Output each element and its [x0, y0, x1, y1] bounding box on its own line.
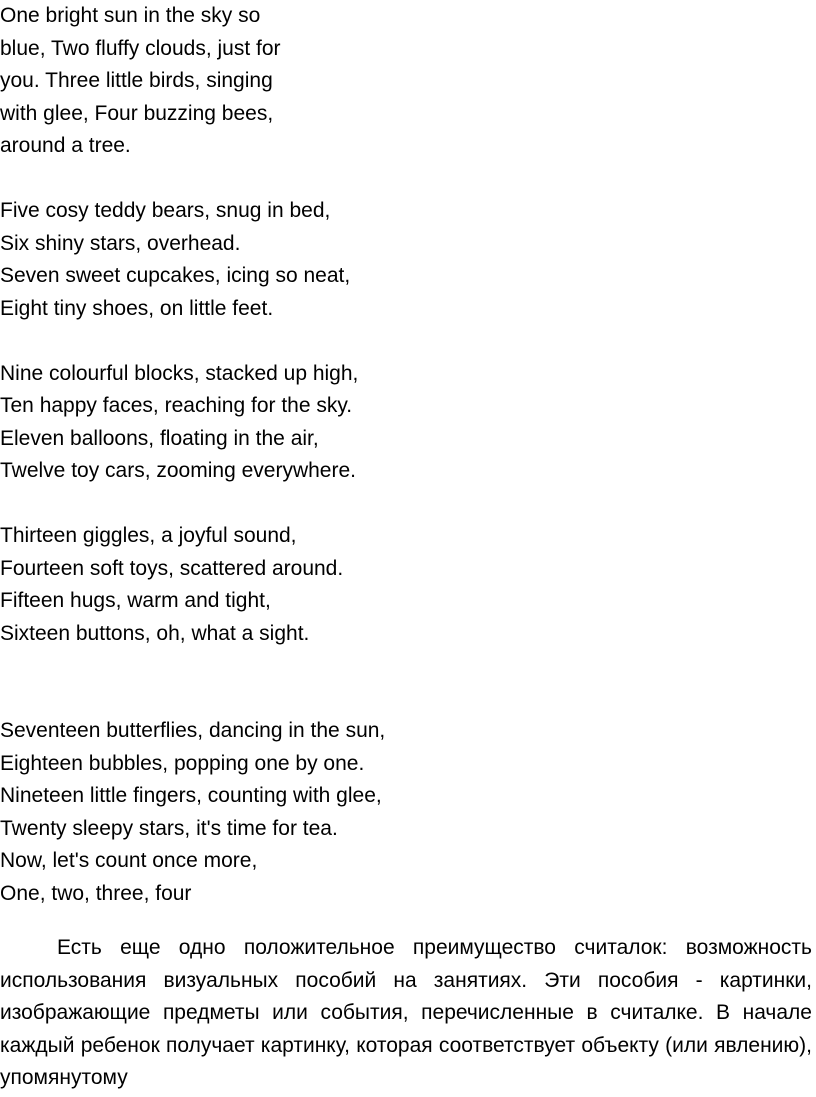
poem-line: Seven sweet cupcakes, icing so neat, — [0, 264, 351, 287]
body-paragraph: Есть еще одно положительное преимущество считалок: возможность использования визуальных пособий на занятиях. Эти пособия - картинки, изображающие предметы или события, перечисленные в считалке. В начале каждый ребенок получает картинку, которая соответствует объекту (или явлению), упомянутому — [0, 936, 812, 1089]
poem-line: you. Three little birds, singing — [0, 69, 273, 92]
poem-line: Seventeen butterflies, dancing in the sun, — [0, 719, 386, 742]
poem-line: Six shiny stars, overhead. — [0, 231, 241, 255]
poem-line: Sixteen buttons, oh, what a sight. — [0, 621, 310, 645]
poem-line: Thirteen giggles, a joyful sound, — [0, 524, 297, 547]
stanza-break — [0, 325, 460, 358]
poem-line: Nineteen little fingers, counting with glee, — [0, 784, 382, 807]
poem-line: Twenty sleepy stars, it's time for tea. — [0, 816, 338, 840]
poem-line: Fourteen soft toys, scattered around. — [0, 556, 344, 580]
poem-line: Nine colourful blocks, stacked up high, — [0, 361, 359, 385]
counting-rhyme — [0, 0, 460, 910]
stanza-break — [0, 488, 460, 521]
poem-line: Twelve toy cars, zooming everywhere. — [0, 459, 356, 482]
poem-line: around a tree. — [0, 134, 131, 157]
poem-line: One bright sun in the sky so — [0, 4, 261, 27]
poem-line: Ten happy faces, reaching for the sky. — [0, 394, 353, 417]
poem-line: blue, Two fluffy clouds, just for — [0, 36, 281, 60]
poem-line: Fifteen hugs, warm and tight, — [0, 589, 271, 612]
poem-line: Now, let's count once more, — [0, 849, 258, 872]
poem-line: One, two, three, four — [0, 881, 192, 905]
poem-line: Eighteen bubbles, popping one by one. — [0, 751, 365, 775]
poem-line: Eleven balloons, floating in the air, — [0, 426, 319, 450]
stanza-break — [0, 163, 460, 196]
poem-line: Five cosy teddy bears, snug in bed, — [0, 199, 331, 222]
poem-line: Eight tiny shoes, on little feet. — [0, 296, 274, 320]
stanza-break — [0, 650, 460, 715]
poem-line: with glee, Four buzzing bees, — [0, 101, 274, 125]
